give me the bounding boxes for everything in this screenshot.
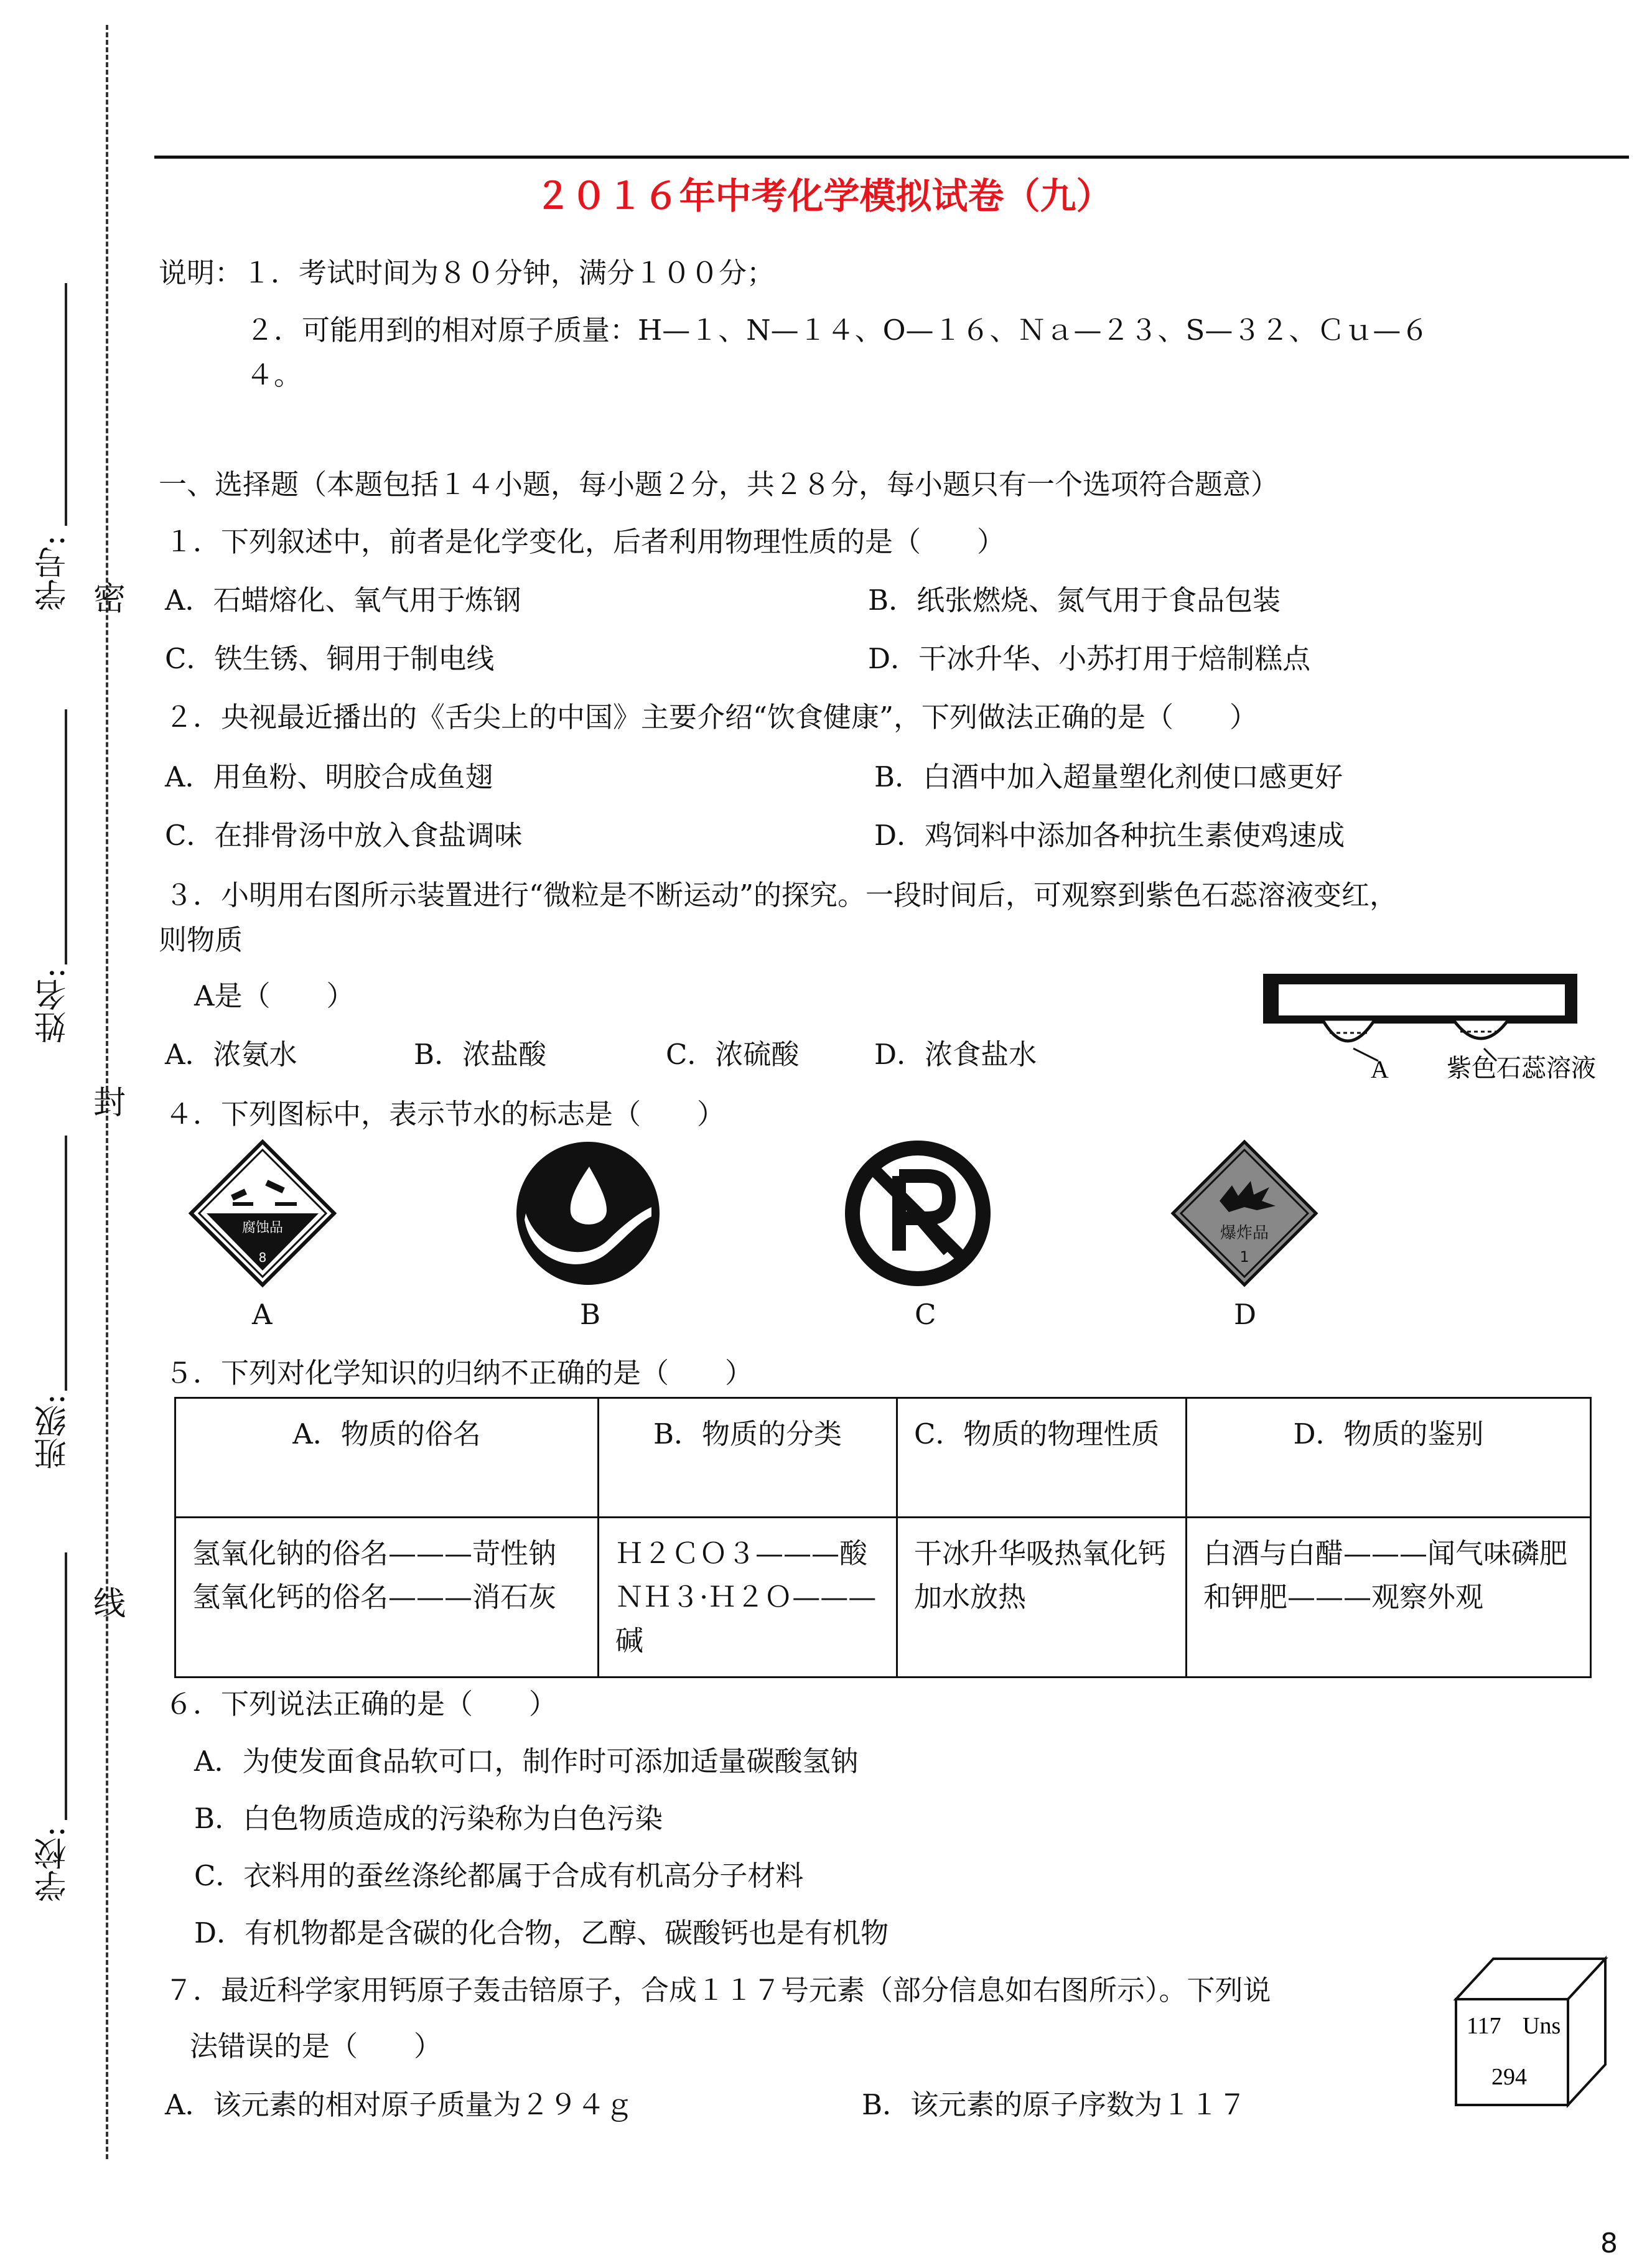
element-117-box	[1453, 1953, 1615, 2108]
q5-table	[174, 1397, 1592, 1678]
section-1-heading: 一、选择题（本题包括１４小题，每小题２分，共２８分，每小题只有一个选项符合题意）	[159, 468, 1279, 501]
q3-option-a: A．浓氨水	[165, 1038, 297, 1071]
registered-trademark-prohibited-icon	[843, 1139, 992, 1288]
corrosive-label: 腐蚀品	[241, 1220, 284, 1236]
note-line-2b: ４。	[246, 358, 302, 391]
q2-option-c: C．在排骨汤中放入食盐调味	[165, 819, 523, 852]
q1-option-d: D．干冰升华、小苏打用于焙制糕点	[868, 642, 1311, 675]
top-rule	[154, 156, 1629, 159]
q1-option-a: A．石蜡熔化、氧气用于炼钢	[165, 584, 521, 617]
corrosive-number: 8	[258, 1250, 267, 1265]
school-label: 学校:	[35, 1826, 72, 1902]
table-cell-b	[599, 1518, 897, 1678]
q3-option-c: C．浓硫酸	[666, 1038, 800, 1071]
q7-stem: ７．最近科学家用钙原子轰击锫原子，合成１１７号元素（部分信息如右图所示）。下列说	[165, 1974, 1271, 2007]
element-symbol: Uns	[1523, 2013, 1561, 2039]
label-a: A	[1371, 1055, 1389, 1083]
q2-option-b: B．白酒中加入超量塑化剂使口感更好	[874, 760, 1343, 793]
q6-option-d: D．有机物都是含碳的化合物，乙醇、碳酸钙也是有机物	[194, 1916, 889, 1949]
beaker-litmus-icon	[1453, 1019, 1509, 1038]
water-saving-sign-icon	[513, 1139, 663, 1288]
seal-xian: 线	[93, 1585, 126, 1623]
table-row	[175, 1518, 1591, 1678]
q1-option-c: C．铁生锈、铜用于制电线	[165, 642, 495, 675]
name-blank	[65, 709, 67, 964]
q7-stem-2: 法错误的是（ ）	[190, 2030, 442, 2063]
corrosive-sign-icon	[188, 1139, 337, 1288]
classification-base: ＮＨ３·Ｈ２Ｏ———碱	[615, 1580, 877, 1657]
classification-acid: Ｈ２ＣＯ３———酸	[615, 1537, 868, 1570]
q3-apparatus-figure	[1260, 971, 1608, 1083]
q3-stem: ３．小明用右图所示装置进行“微粒是不断运动”的探究。一段时间后，可观察到紫色石蕊溶液变红，	[165, 879, 1398, 912]
class-label: 班级:	[35, 1394, 72, 1470]
seal-feng: 封	[93, 1085, 126, 1122]
atomic-mass: 294	[1491, 2064, 1527, 2090]
q4-label-b: B	[580, 1298, 601, 1331]
q4-stem: ４．下列图标中，表示节水的标志是（ ）	[165, 1098, 726, 1131]
q2-stem: ２．央视最近播出的《舌尖上的中国》主要介绍“饮食健康”，下列做法正确的是（ ）	[165, 701, 1258, 734]
explosive-sign-icon	[1170, 1139, 1319, 1288]
student-id-label: 学号:	[35, 535, 72, 611]
q3-stem-3: A是（ ）	[194, 979, 355, 1012]
q4-label-a: A	[252, 1298, 273, 1331]
beaker-a-icon	[1322, 1019, 1375, 1041]
q6-stem: ６．下列说法正确的是（ ）	[165, 1687, 558, 1720]
q3-stem-2: 则物质	[159, 923, 243, 956]
q6-option-a: A．为使发面食品软可口，制作时可添加适量碳酸氢钠	[194, 1745, 859, 1778]
name-label: 姓名:	[35, 968, 72, 1043]
q7-option-a: A．该元素的相对原子质量为２９４ｇ	[165, 2088, 633, 2121]
table-row	[175, 1398, 1591, 1518]
q1-option-b: B．纸张燃烧、氮气用于食品包装	[868, 584, 1281, 617]
apparatus-glass-inner	[1279, 984, 1565, 1015]
table-cell-a: 氢氧化钠的俗名———苛性钠氢氧化钙的俗名———消石灰	[175, 1518, 599, 1678]
student-id-blank	[65, 283, 67, 526]
atomic-number: 117	[1467, 2013, 1501, 2039]
q3-option-b: B．浓盐酸	[414, 1038, 547, 1071]
table-header-a: A．物质的俗名	[175, 1398, 599, 1518]
q3-option-d: D．浓食盐水	[874, 1038, 1037, 1071]
q4-label-c: C	[915, 1298, 936, 1331]
table-header-d: D．物质的鉴别	[1187, 1398, 1591, 1518]
q5-stem: ５．下列对化学知识的归纳不正确的是（ ）	[165, 1356, 754, 1389]
page-title: ２０１６年中考化学模拟试卷（九）	[534, 175, 1113, 217]
q7-option-b: B．该元素的原子序数为１１７	[862, 2088, 1247, 2121]
q4-label-d: D	[1234, 1298, 1257, 1331]
page-number: 8	[1600, 2228, 1618, 2259]
seal-mi: 密	[93, 581, 126, 618]
q2-option-d: D．鸡饲料中添加各种抗生素使鸡速成	[874, 819, 1345, 852]
table-cell-c: 干冰升华吸热氧化钙加水放热	[897, 1518, 1187, 1678]
note-line-2: ２．可能用到的相对原子质量：H—１、N—１４、O—１６、Ｎａ—２３、S—３２、Ｃｕ—６	[246, 314, 1429, 347]
table-cell-d: 白酒与白醋———闻气味磷肥和钾肥———观察外观	[1187, 1518, 1591, 1678]
label-litmus: 紫色石蕊溶液	[1447, 1054, 1596, 1083]
class-blank	[65, 1136, 67, 1391]
explosive-number: 1	[1239, 1248, 1249, 1266]
q2-option-a: A．用鱼粉、明胶合成鱼翅	[165, 760, 493, 793]
q1-stem: １．下列叙述中，前者是化学变化，后者利用物理性质的是（ ）	[165, 525, 1005, 558]
table-header-b: B．物质的分类	[599, 1398, 897, 1518]
note-line-1: 说明：１．考试时间为８０分钟，满分１００分；	[159, 256, 775, 289]
explosive-label: 爆炸品	[1220, 1224, 1269, 1243]
q6-option-c: C．衣料用的蚕丝涤纶都属于合成有机高分子材料	[194, 1859, 804, 1892]
q6-option-b: B．白色物质造成的污染称为白色污染	[194, 1802, 663, 1835]
table-header-c: C．物质的物理性质	[897, 1398, 1187, 1518]
school-blank	[65, 1552, 67, 1820]
